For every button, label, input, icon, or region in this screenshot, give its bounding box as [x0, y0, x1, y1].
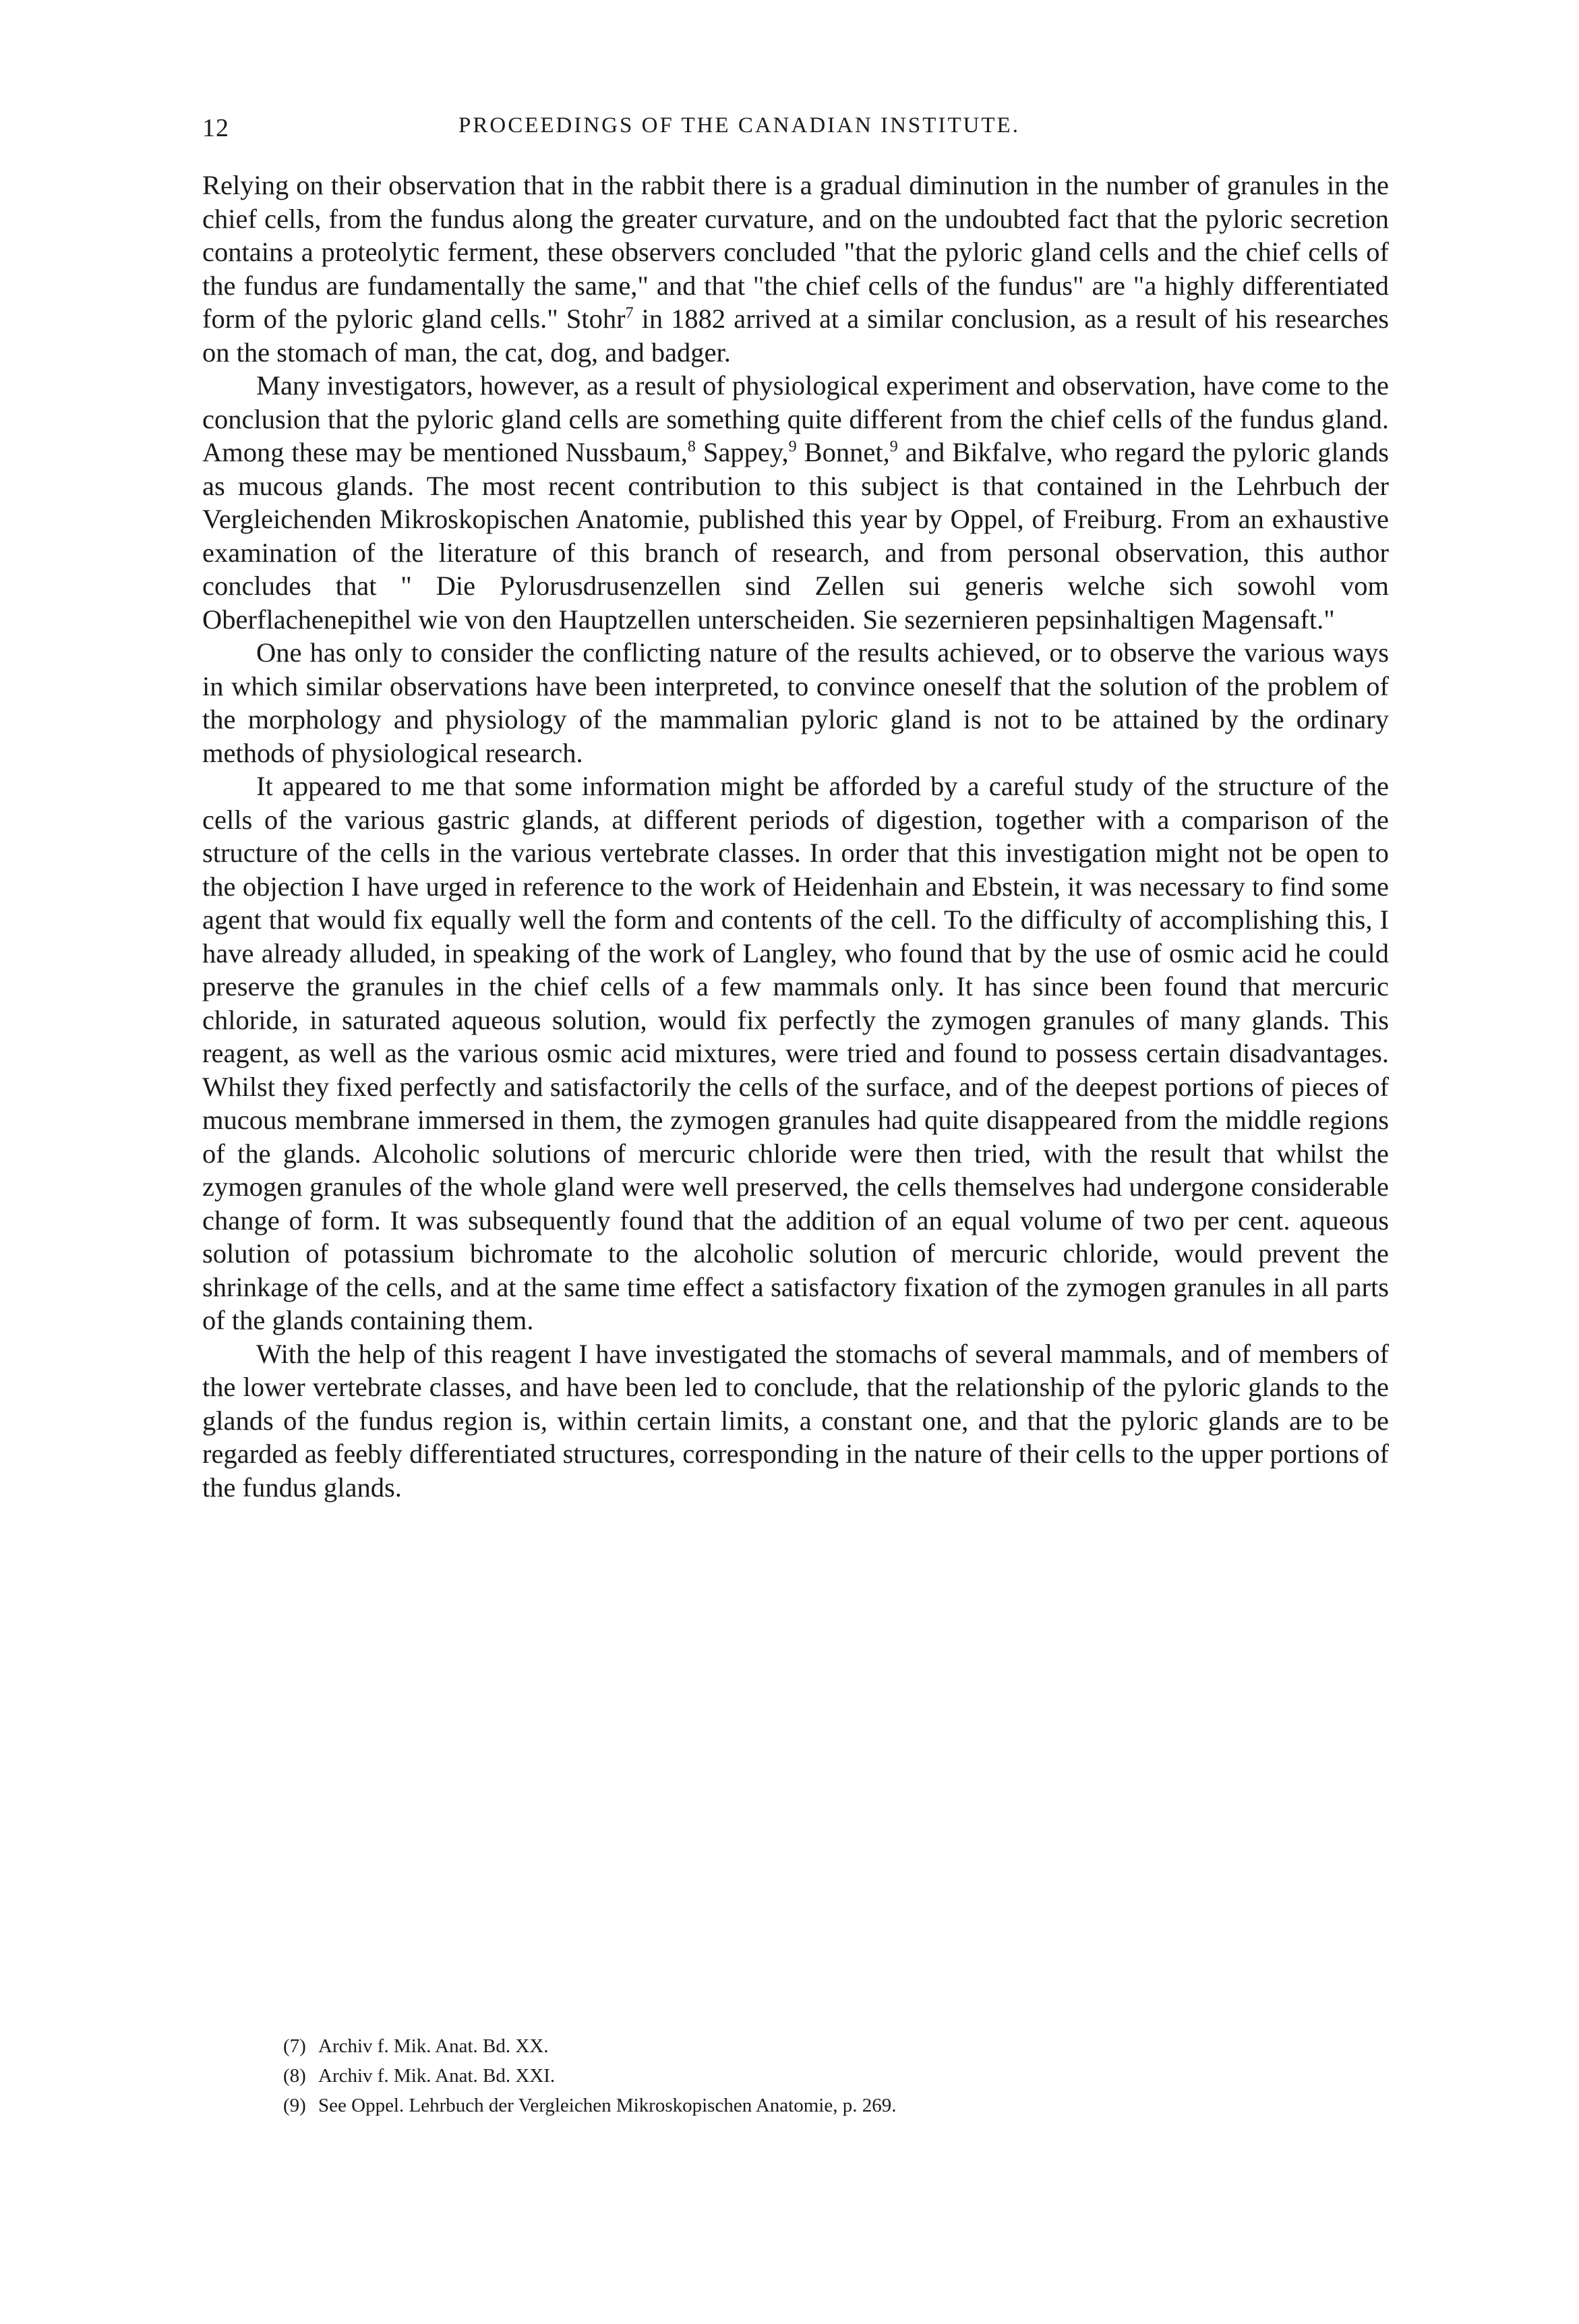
- paragraph-5: With the help of this reagent I have investigated the stomachs of several mammals, and of members of the lower vertebrate classes, and have been led to conclude, that the relationship of the pyloric glands to the glands of the fundus region is, within certain limits, a constant one, and that the pyloric glands are to be regarded as feebly differentiated structures, corresponding in the nature of their cells to the upper portions of the fundus glands.: [202, 1338, 1389, 1503]
- page-number: 12: [202, 114, 229, 142]
- paragraph-1: [202, 169, 1389, 369]
- footnote-8: [283, 2061, 1389, 2091]
- paragraph-2: [202, 369, 1389, 636]
- paragraph-1-text-end: in 1882 arrived at a similar conclusion, as a result of his researches on the stomach of man, the cat, dog, and badger.: [202, 303, 1389, 368]
- footnote-ref-7: 7: [625, 304, 634, 322]
- footnote-text: See Oppel. Lehrbuch der Vergleichen Mikroskopischen Anatomie, p. 269.: [318, 2095, 897, 2116]
- paragraph-1-text: Relying on their observation that in the rabbit there is a gradual diminution in the number of granules in the chief cells, from the fundus along the greater curvature, and on the undoubted fact that the pyloric secretion contains a proteolytic ferment, these observers concluded "that the pyloric gland cells and the chief cells of the fundus are fundamentally the same," and that "the chief cells of the fundus" are "a highly differentiated form of the pyloric gland cells." Stohr: [202, 170, 1389, 334]
- footnote-ref-9b: 9: [889, 438, 898, 456]
- footnotes: [283, 2031, 1389, 2120]
- paragraph-4: It appeared to me that some information might be afforded by a careful study of the structure of the cells of the various gastric glands, at different periods of digestion, together with a comparison of the structure of the cells in the various vertebrate classes. In order that this investigation might not be open to the objection I have urged in reference to the work of Heidenhain and Ebstein, it was necessary to find some agent that would fix equally well the form and contents of the cell. To the difficulty of accomplishing this, I have already alluded, in speaking of the work of Langley, who found that by the use of osmic acid he could preserve the granules in the chief cells of a few mammals only. It has since been found that mercuric chloride, in saturated aqueous solution, would fix perfectly the zymogen granules of many glands. This reagent, as well as the various osmic acid mixtures, were tried and found to possess certain disadvantages. Whilst they fixed perfectly and satisfactorily the cells of the surface, and of the deepest portions of pieces of mucous membrane immersed in them, the zymogen granules had quite disappeared from the middle regions of the glands. Alcoholic solutions of mercuric chloride were then tried, with the result that whilst the zymogen granules of the whole gland were well preserved, the cells themselves had undergone considerable change of form. It was subsequently found that the addition of an equal volume of two per cent. aqueous solution of potassium bichromate to the alcoholic solution of mercuric chloride, would prevent the shrinkage of the cells, and at the same time effect a satisfactory fixation of the zymogen granules in all parts of the glands containing them.: [202, 771, 1389, 1335]
- footnote-mark: (8): [283, 2065, 306, 2087]
- footnote-7: [283, 2031, 1389, 2061]
- footnote-mark: (9): [283, 2095, 306, 2116]
- body-text: [202, 169, 1389, 1504]
- footnote-ref-8: 8: [687, 438, 696, 456]
- footnote-ref-9: 9: [788, 438, 797, 456]
- footnote-9: [283, 2091, 1389, 2120]
- paragraph-2-text-b: Sappey,: [695, 437, 789, 467]
- paragraph-2-text-c: Bonnet,: [796, 437, 890, 467]
- footnote-mark: (7): [283, 2035, 306, 2057]
- running-head: [202, 113, 1389, 147]
- paragraph-2-text-a: Many investigators, however, as a result of physiological experiment and observation, have come to the conclusion that the pyloric gland cells are something quite different from the chief cells of the fundus gland. Among these may be mentioned Nussbaum,: [202, 370, 1389, 467]
- footnote-text: Archiv f. Mik. Anat. Bd. XXI.: [318, 2065, 556, 2087]
- footnote-text: Archiv f. Mik. Anat. Bd. XX.: [318, 2035, 549, 2057]
- paragraph-2-text-d: and Bikfalve, who regard the pyloric glands as mucous glands. The most recent contribution to this subject is that contained in the Lehrbuch der Vergleichenden Mikroskopischen Anatomie, published this year by Oppel, of Freiburg. From an exhaustive examination of the literature of this branch of research, and from personal observation, this author concludes that " Die Pylorusdrusenzellen sind Zellen sui generis welche sich sowohl vom Oberflachenepithel wie von den Hauptzellen unterscheiden. Sie sezernieren pepsinhaltigen Magensaft.": [202, 437, 1389, 635]
- journal-title: PROCEEDINGS OF THE CANADIAN INSTITUTE.: [458, 113, 1020, 138]
- paragraph-3: One has only to consider the conflicting nature of the results achieved, or to observe the various ways in which similar observations have been interpreted, to convince oneself that the solution of the problem of the morphology and physiology of the mammalian pyloric gland is not to be attained by the ordinary methods of physiological research.: [202, 637, 1389, 768]
